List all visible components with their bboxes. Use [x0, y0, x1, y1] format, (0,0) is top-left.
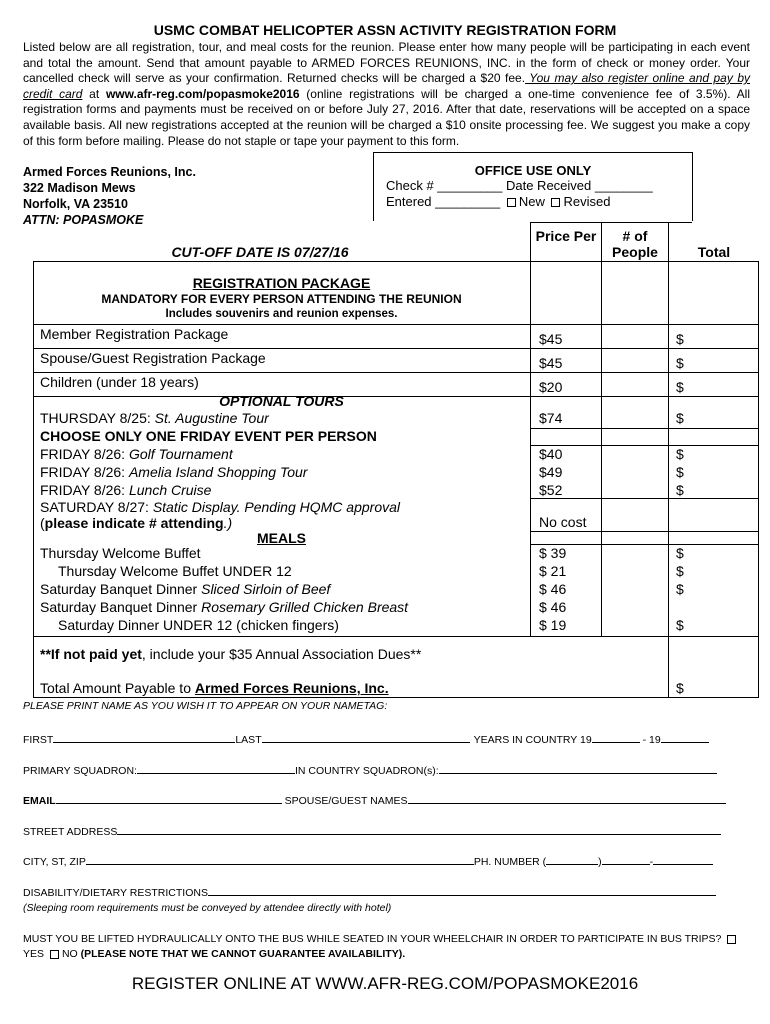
- email-label: EMAIL: [23, 795, 56, 807]
- first-label: FIRST: [23, 734, 54, 746]
- row-golf-total: $: [676, 446, 684, 462]
- row-friday-cruise: [40, 482, 211, 498]
- office-header: OFFICE USE ONLY: [474, 163, 592, 178]
- intro-at: at: [82, 86, 106, 101]
- row-meal-buffet-u12-price: $ 21: [539, 563, 567, 579]
- col-line-price: [530, 222, 531, 637]
- row-meal-buffet-price: $ 39: [539, 545, 567, 561]
- row-meal-sirloin-total: $: [676, 581, 684, 597]
- dues-bold: **If not paid yet: [40, 646, 142, 662]
- office-row-2: [386, 194, 692, 210]
- optional-tours-header: OPTIONAL TOURS: [219, 393, 344, 409]
- street-address-field[interactable]: [117, 824, 721, 835]
- friday-day: FRIDAY 8/26:: [40, 446, 129, 462]
- bus-question: [23, 932, 753, 962]
- address-line: Norfolk, VA 23510: [23, 197, 128, 211]
- mailing-address: [23, 164, 196, 228]
- print-name-note: PLEASE PRINT NAME AS YOU WISH IT TO APPEAR ON YOUR NAMETAG:: [23, 700, 388, 712]
- row-meal-buffet-total: $: [676, 545, 684, 561]
- incountry-squadron-label: IN COUNTRY SQUADRON(s):: [294, 765, 439, 777]
- table-left-line: [33, 261, 34, 698]
- meal-entree: Sliced Sirloin of Beef: [201, 581, 331, 597]
- disability-field[interactable]: [208, 885, 716, 896]
- row-meal-u12-total: $: [676, 617, 684, 633]
- yes-checkbox[interactable]: [727, 935, 736, 944]
- intro-paragraph: [23, 40, 750, 149]
- row-meal-chicken-price: $ 46: [539, 599, 567, 615]
- row-spouse-price: $45: [539, 355, 563, 371]
- city-label: CITY, ST, ZIP: [23, 856, 86, 868]
- phone-label: PH. NUMBER (: [473, 856, 547, 868]
- row-member-total: $: [676, 331, 684, 347]
- row-children-total: $: [676, 379, 684, 395]
- col-line-people: [601, 222, 602, 637]
- row-friday-shopping: [40, 464, 307, 480]
- primary-squadron-field[interactable]: [137, 763, 295, 774]
- address-line: 322 Madison Mews: [23, 181, 136, 195]
- office-use-box: [373, 152, 693, 221]
- row-line: [530, 428, 758, 429]
- meals-header: MEALS: [257, 530, 306, 546]
- friday-day: FRIDAY 8/26:: [40, 464, 129, 480]
- col-header-price: Price Per: [535, 228, 597, 244]
- thursday-event: St. Augustine Tour: [154, 410, 269, 426]
- col-header-total: Total: [697, 244, 731, 260]
- bus-note: (PLEASE NOTE THAT WE CANNOT GUARANTEE AVAILABILITY).: [80, 948, 406, 960]
- name-row: [23, 732, 709, 746]
- revised-checkbox[interactable]: [551, 198, 560, 207]
- total-payable: [40, 680, 389, 696]
- intro-text-rest: (online registrations will be charged a one-time convenience fee of 3.5%). All registration forms and payments must be received on or before July 27, 2016. After that date, reservations will be accepted on a space available basis. All new registrations accepted at the reunion will be charged a $10 onsite processing fee. We suggest you make a copy of this form before mailing. Please do not staple or tape your payment to this form.: [23, 86, 750, 148]
- row-thursday-tour: [40, 410, 269, 426]
- row-member-price: $45: [539, 331, 563, 347]
- city-field[interactable]: [86, 854, 474, 865]
- office-revised: Revised: [563, 194, 611, 209]
- row-line: [33, 324, 759, 325]
- years-start-field[interactable]: [592, 732, 640, 743]
- saturday-day: SATURDAY 8/27:: [40, 499, 153, 515]
- last-name-field[interactable]: [262, 732, 470, 743]
- address-line: Armed Forces Reunions, Inc.: [23, 165, 196, 179]
- table-header-line: [33, 261, 759, 262]
- email-row: [23, 793, 726, 807]
- office-date: Date Received ________: [502, 178, 653, 193]
- incountry-squadron-field[interactable]: [439, 763, 717, 774]
- friday-choose-header: CHOOSE ONLY ONE FRIDAY EVENT PER PERSON: [40, 428, 377, 444]
- friday-event: Amelia Island Shopping Tour: [128, 464, 308, 480]
- row-meal-u12: Saturday Dinner UNDER 12 (chicken fingers): [58, 617, 339, 633]
- registration-includes: Includes souvenirs and reunion expenses.: [165, 308, 398, 320]
- disability-label: DISABILITY/DIETARY RESTRICTIONS: [23, 887, 208, 899]
- row-spouse-label: Spouse/Guest Registration Package: [40, 350, 266, 366]
- row-cruise-price: $52: [539, 482, 563, 498]
- saturday-event: Static Display. Pending HQMC approval: [152, 499, 401, 515]
- row-meal-sirloin: [40, 581, 330, 597]
- row-friday-golf: [40, 446, 233, 462]
- friday-event: Lunch Cruise: [128, 482, 212, 498]
- friday-day: FRIDAY 8/26:: [40, 482, 129, 498]
- row-meal-buffet-u12-total: $: [676, 563, 684, 579]
- intro-text: Listed below are all registration, tour, and meal costs for the reunion. Please enter how many people will be participating in each event and total the amount. Send that amount payable to ARMED FORCES REUNIONS, INC. in the form of check or money order. Your cancelled check will serve as your confirmation. Returned checks will be charged a $20 fee.: [23, 40, 750, 86]
- row-shopping-total: $: [676, 464, 684, 480]
- no-label: NO: [61, 948, 78, 960]
- dues-note: [40, 646, 421, 662]
- row-line: [530, 498, 758, 499]
- row-line: [33, 348, 759, 349]
- row-spouse-total: $: [676, 355, 684, 371]
- no-checkbox[interactable]: [50, 950, 59, 959]
- form-title: USMC COMBAT HELICOPTER ASSN ACTIVITY REGISTRATION FORM: [153, 22, 617, 38]
- row-line: [530, 531, 758, 532]
- total-payee: Armed Forces Reunions, Inc.: [194, 680, 389, 696]
- yes-label: YES: [23, 948, 45, 960]
- grand-total: $: [676, 680, 684, 696]
- total-label: Total Amount Payable to: [40, 680, 195, 696]
- office-new: New: [518, 194, 545, 209]
- registration-header: REGISTRATION PACKAGE: [192, 275, 371, 291]
- register-url[interactable]: www.afr-reg.com/popasmoke2016: [105, 86, 300, 101]
- row-thursday-total: $: [676, 410, 684, 426]
- row-golf-price: $40: [539, 446, 563, 462]
- row-meal-chicken: [40, 599, 408, 615]
- street-label: STREET ADDRESS: [23, 826, 118, 838]
- office-check: Check # _________: [386, 178, 503, 193]
- row-meal-buffet-u12: Thursday Welcome Buffet UNDER 12: [58, 563, 292, 579]
- phone-paren: ): [598, 856, 602, 868]
- table-bottom-line: [33, 697, 759, 698]
- row-meal-buffet: Thursday Welcome Buffet: [40, 545, 201, 561]
- friday-event: Golf Tournament: [128, 446, 233, 462]
- phone-prefix-field[interactable]: [602, 854, 650, 865]
- row-thursday-price: $74: [539, 410, 563, 426]
- row-saturday-price: No cost: [539, 514, 587, 530]
- meal-name: Saturday Banquet Dinner: [40, 599, 202, 615]
- city-row: [23, 854, 713, 868]
- paren: .): [223, 515, 233, 531]
- row-shopping-price: $49: [539, 464, 563, 480]
- dues-text: , include your $35 Annual Association Dues**: [141, 646, 422, 662]
- row-saturday-note: [40, 515, 232, 531]
- street-row: [23, 824, 721, 838]
- table-right-line: [758, 261, 759, 698]
- years-label: YEARS IN COUNTRY 19: [473, 734, 592, 746]
- col-line-total: [668, 222, 669, 697]
- first-name-field[interactable]: [53, 732, 235, 743]
- meal-name: Saturday Banquet Dinner: [40, 581, 202, 597]
- row-member-label: Member Registration Package: [40, 326, 229, 342]
- row-meal-sirloin-price: $ 46: [539, 581, 567, 597]
- register-online-note: You may also register online and pay by credit card: [23, 71, 750, 101]
- row-line: [33, 372, 759, 373]
- spouse-label: SPOUSE/GUEST NAMES: [281, 795, 408, 807]
- col-header-people: # of People: [612, 228, 658, 260]
- office-entered: Entered _________: [386, 194, 501, 209]
- row-line: [33, 636, 759, 637]
- spouse-names-field[interactable]: [408, 793, 726, 804]
- sleeping-note: (Sleeping room requirements must be conveyed by attendee directly with hotel): [23, 902, 392, 914]
- disability-row: [23, 885, 716, 899]
- row-cruise-total: $: [676, 482, 684, 498]
- thursday-day: THURSDAY 8/25:: [40, 410, 155, 426]
- saturday-note-text: please indicate # attending: [44, 515, 224, 531]
- primary-squadron-label: PRIMARY SQUADRON:: [23, 765, 137, 777]
- bus-question-text: MUST YOU BE LIFTED HYDRAULICALLY ONTO THE BUS WHILE SEATED IN YOUR WHEELCHAIR IN ORDER TO PARTICIPATE IN BUS TRIPS?: [23, 933, 722, 945]
- cutoff-date: CUT-OFF DATE IS 07/27/16: [171, 244, 349, 260]
- registration-mandatory: MANDATORY FOR EVERY PERSON ATTENDING THE REUNION: [101, 292, 462, 306]
- phone-dash: -: [649, 856, 654, 868]
- years-end-field[interactable]: [661, 732, 709, 743]
- row-children-price: $20: [539, 379, 563, 395]
- paren: (: [40, 515, 45, 531]
- last-label: LAST: [235, 734, 262, 746]
- years-dash: - 19: [639, 734, 661, 746]
- meal-entree: Rosemary Grilled Chicken Breast: [201, 599, 409, 615]
- register-online-footer: REGISTER ONLINE AT WWW.AFR-REG.COM/POPASMOKE2016: [131, 974, 639, 993]
- phone-area-field[interactable]: [546, 854, 598, 865]
- row-line: [530, 445, 758, 446]
- office-row-1: [386, 178, 692, 194]
- new-checkbox[interactable]: [507, 198, 516, 207]
- email-field[interactable]: [56, 793, 282, 804]
- address-attn: ATTN: POPASMOKE: [23, 213, 144, 227]
- row-children-label: Children (under 18 years): [40, 374, 199, 390]
- phone-number-field[interactable]: [653, 854, 713, 865]
- row-saturday-display: [40, 499, 400, 515]
- squadron-row: [23, 763, 717, 777]
- row-meal-u12-price: $ 19: [539, 617, 567, 633]
